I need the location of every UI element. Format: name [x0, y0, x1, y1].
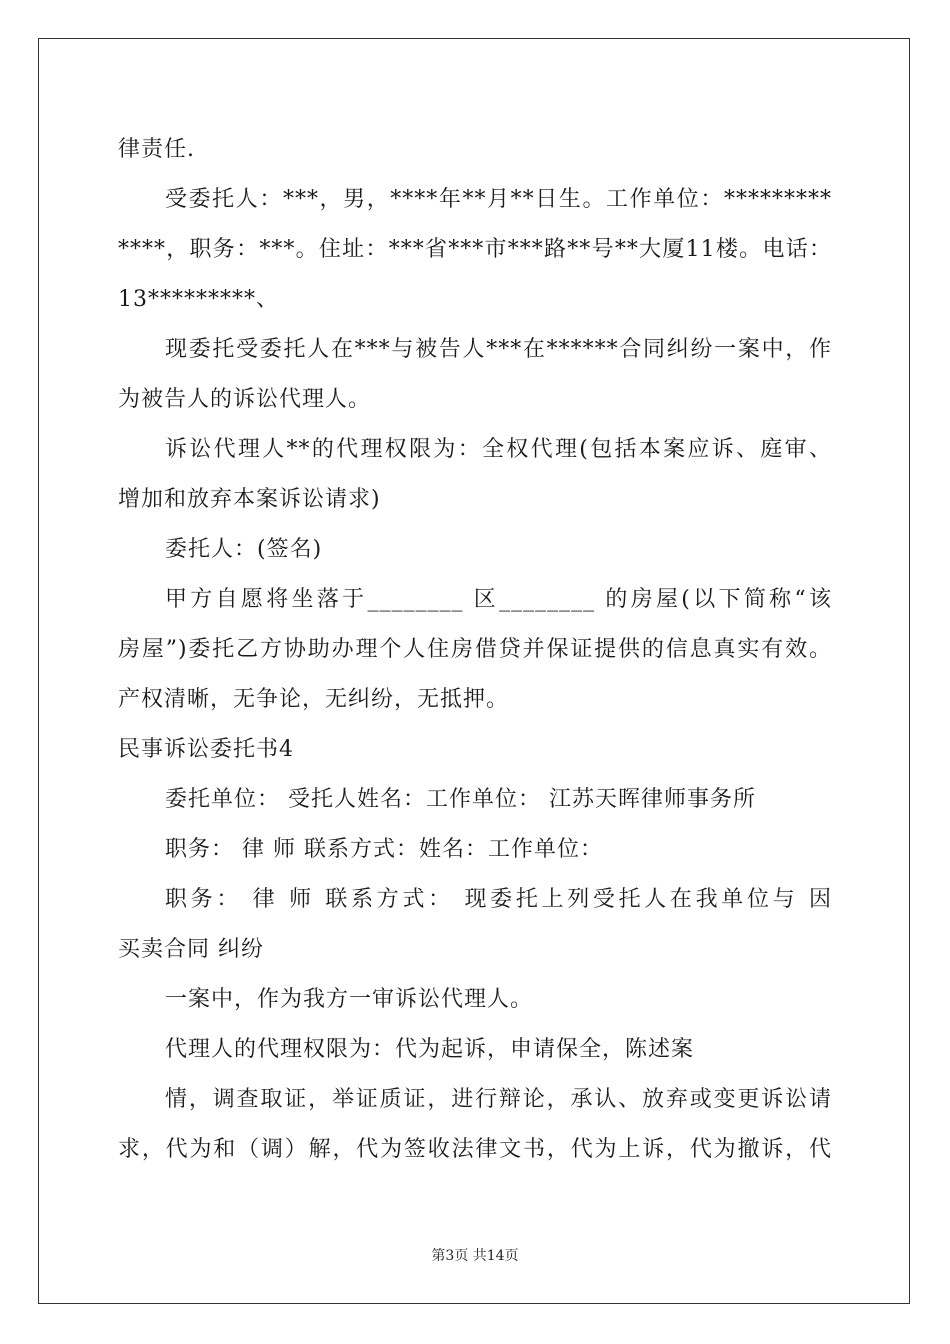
text-line: 委托人：(签名): [165, 537, 323, 562]
text-line: 买卖合同 纠纷: [118, 937, 264, 962]
text-line: 一案中，作为我方一审诉讼代理人。: [165, 987, 534, 1012]
text-line: 委托单位： 受托人姓名：工作单位： 江苏天晖律师事务所: [165, 787, 756, 812]
text-line: 职务： 律 师 联系方式： 现委托上列受托人在我单位与 因: [165, 887, 832, 912]
text-line: 受委托人：***，男，****年**月**日生。工作单位：*********: [165, 187, 832, 212]
text-line: 甲方自愿将坐落于________ 区________ 的房屋(以下简称“该: [165, 587, 832, 612]
text-line: 代理人的代理权限为：代为起诉，申请保全，陈述案: [165, 1037, 695, 1062]
text-line: 产权清晰，无争论，无纠纷，无抵押。: [118, 687, 510, 712]
text-line: 为被告人的诉讼代理人。: [118, 387, 372, 412]
text-line: 求，代为和（调）解，代为签收法律文书，代为上诉，代为撤诉，代: [118, 1137, 832, 1162]
text-line: 职务： 律 师 联系方式：姓名：工作单位：: [165, 837, 603, 862]
page-border: [38, 38, 910, 1304]
text-line: 增加和放弃本案诉讼请求): [118, 487, 381, 512]
page-number-footer: 第3页 共14页: [431, 1248, 519, 1264]
text-line: ****，职务：***。住址：***省***市***路**号**大厦11楼。电话：: [118, 237, 832, 262]
text-line: 13*********、: [118, 287, 279, 312]
text-line: 律责任.: [118, 137, 195, 162]
section-heading: 民事诉讼委托书4: [118, 737, 294, 762]
text-line: 现委托受委托人在***与被告人***在******合同纠纷一案中，作: [165, 337, 832, 362]
text-line: 房屋”)委托乙方协助办理个人住房借贷并保证提供的信息真实有效。: [118, 637, 832, 662]
text-line: 诉讼代理人**的代理权限为：全权代理(包括本案应诉、庭审、: [165, 437, 832, 462]
text-line: 情，调查取证，举证质证，进行辩论，承认、放弃或变更诉讼请: [165, 1087, 832, 1112]
